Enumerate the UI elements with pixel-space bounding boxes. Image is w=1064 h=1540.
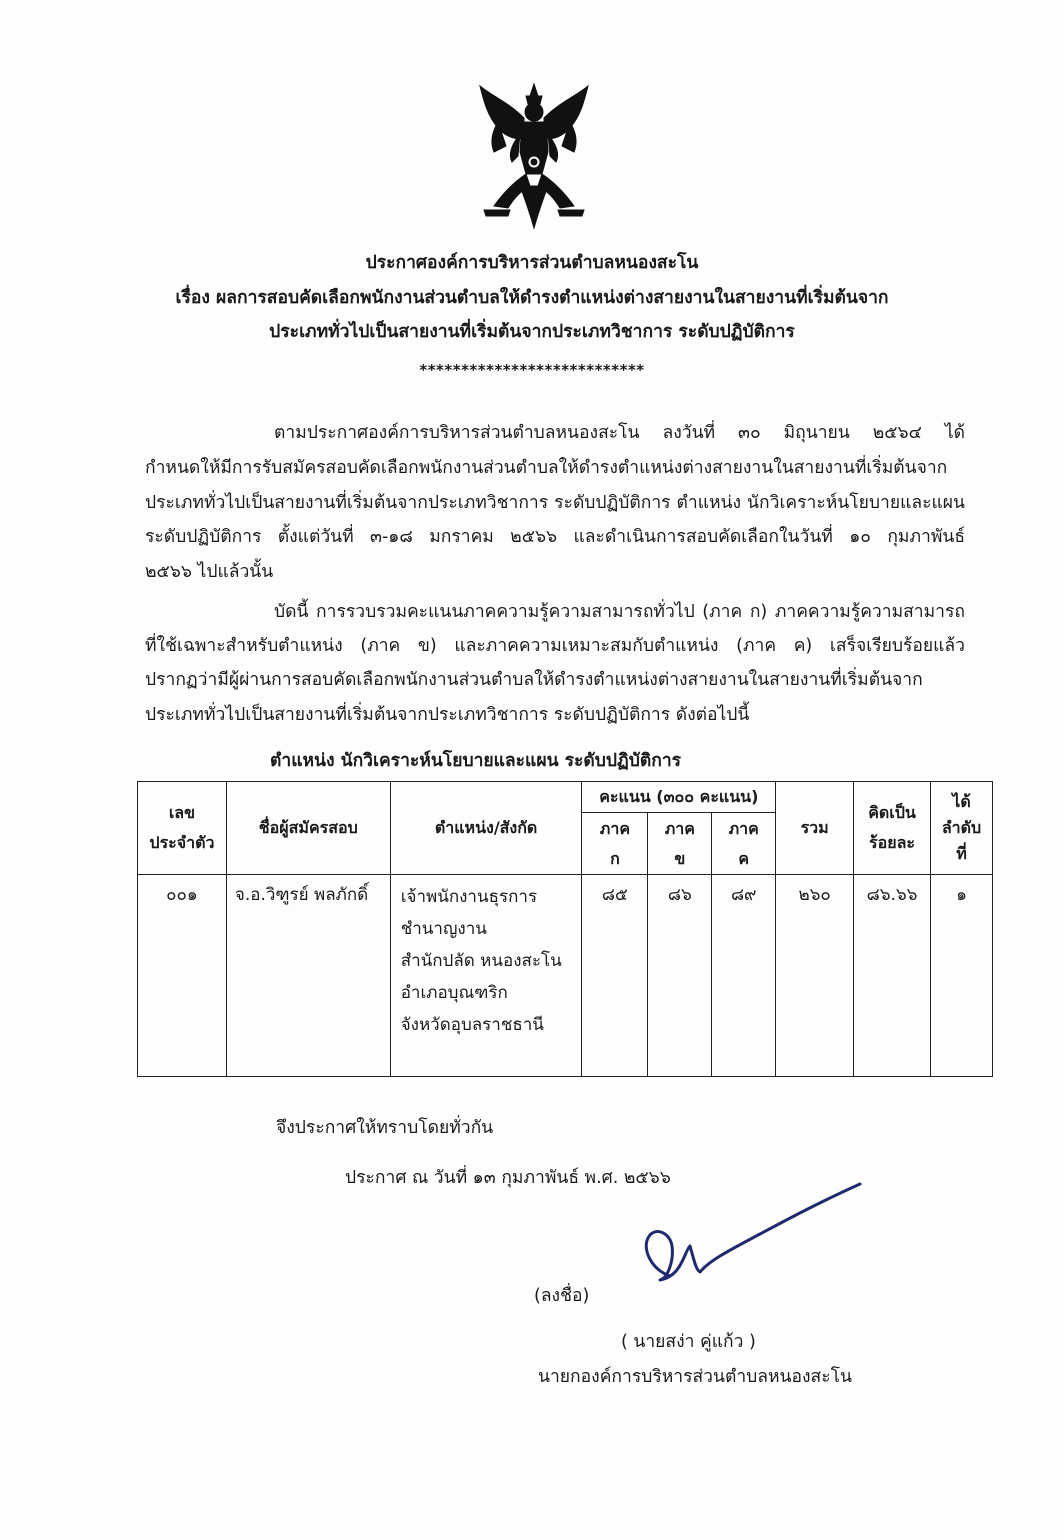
cell-position: เจ้าพนักงานธุรการ ชำนาญงาน สำนักปลัด หนองสะโน อำเภอบุณฑริก จังหวัดอุบลราชธานี [390,875,582,1077]
column-header-part-b: ภาค ข [648,813,712,875]
announce-date: ประกาศ ณ วันที่ ๑๓ กุมภาพันธ์ พ.ศ. ๒๕๖๖ [345,1168,671,1188]
column-header-percent: คิดเป็น ร้อยละ [854,782,931,875]
column-header-name: ชื่อผู้สมัครสอบ [226,782,390,875]
sign-label: (ลงชื่อ) [534,1286,590,1306]
separator: *************************** [419,361,645,379]
column-header-rank: ได้ ลำดับ ที่ [931,782,993,875]
paragraph-1-line: ประเภททั่วไปเป็นสายงานที่เริ่มต้นจากประเภทวิชาการ ระดับปฏิบัติการ ตำแหน่ง นักวิเคราะห์นโยบายและแผน [145,493,965,513]
column-header-part-a: ภาค ก [582,813,648,875]
signer-name: ( นายสง่า คู่แก้ว ) [621,1332,756,1352]
column-header-part-c: ภาค ค [712,813,776,875]
announcement-title: ประกาศองค์การบริหารส่วนตำบลหนองสะโน [365,253,699,273]
signer-title: นายกองค์การบริหารส่วนตำบลหนองสะโน [538,1367,852,1387]
paragraph-1-line: กำหนดให้มีการรับสมัครสอบคัดเลือกพนักงานส่วนตำบลให้ดำรงตำแหน่งต่างสายงานในสายงานที่เริ่มต้นจาก [145,458,948,478]
cell-part-a: ๘๕ [582,875,648,1077]
announcement-subject: เรื่อง ผลการสอบคัดเลือกพนักงานส่วนตำบลให้ดำรงตำแหน่งต่างสายงานในสายงานที่เริ่มต้นจาก [175,288,889,308]
announcement-subject-continued: ประเภททั่วไปเป็นสายงานที่เริ่มต้นจากประเภทวิชาการ ระดับปฏิบัติการ [269,322,795,342]
table-row [138,875,993,1077]
position-heading: ตำแหน่ง นักวิเคราะห์นโยบายและแผน ระดับปฏิบัติการ [270,751,682,771]
garuda-emblem-icon [478,82,590,232]
cell-part-c: ๘๙ [712,875,776,1077]
cell-rank: ๑ [931,875,993,1077]
paragraph-1-line: ระดับปฏิบัติการ ตั้งแต่วันที่ ๓-๑๘ มกราคม ๒๕๖๖ และดำเนินการสอบคัดเลือกในวันที่ ๑๐ กุมภาพันธ์ [145,527,965,547]
paragraph-1-line: ตามประกาศองค์การบริหารส่วนตำบลหนองสะโน ลงวันที่ ๓๐ มิถุนายน ๒๕๖๔ ได้ [274,423,965,443]
exam-results-table [137,781,993,1077]
cell-total: ๒๖๐ [776,875,854,1077]
paragraph-2-line: ที่ใช้เฉพาะสำหรับตำแหน่ง (ภาค ข) และภาคความเหมาะสมกับตำแหน่ง (ภาค ค) เสร็จเรียบร้อยแล้ว [145,636,965,656]
paragraph-1-line: ๒๕๖๖ ไปแล้วนั้น [145,562,274,582]
column-header-total: รวม [776,782,854,875]
handwritten-signature [630,1180,870,1310]
cell-id: ๐๐๑ [138,875,227,1077]
paragraph-2-line: ปรากฏว่ามีผู้ผ่านการสอบคัดเลือกพนักงานส่วนตำบลให้ดำรงตำแหน่งต่างสายงานในสายงานที่เริ่มต้นจาก [145,670,923,690]
column-header-id: เลข ประจำตัว [138,782,227,875]
paragraph-2-line: บัดนี้ การรวบรวมคะแนนภาคความรู้ความสามารถทั่วไป (ภาค ก) ภาคความรู้ความสามารถ [274,602,965,622]
closing-announce: จึงประกาศให้ทราบโดยทั่วกัน [276,1118,494,1138]
paragraph-2-line: ประเภททั่วไปเป็นสายงานที่เริ่มต้นจากประเภทวิชาการ ระดับปฏิบัติการ ดังต่อไปนี้ [145,705,750,725]
cell-percent: ๘๖.๖๖ [854,875,931,1077]
column-header-score-group: คะแนน (๓๐๐ คะแนน) [582,782,776,813]
cell-part-b: ๘๖ [648,875,712,1077]
column-header-position: ตำแหน่ง/สังกัด [390,782,582,875]
cell-name: จ.อ.วิฑูรย์ พลภักดิ์ [226,875,390,1077]
